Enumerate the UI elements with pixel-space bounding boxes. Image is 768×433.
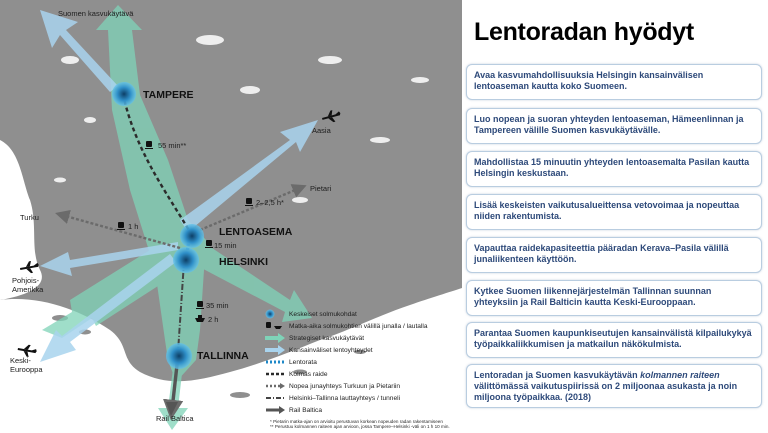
time-tampere: 55 min**	[158, 141, 187, 150]
node-tallinna	[166, 343, 192, 369]
node-lentoasema	[180, 224, 204, 248]
city-tallinna: TALLINNA	[197, 350, 249, 362]
label-turku: Turku	[20, 213, 39, 222]
airplane-icon-aasia	[321, 108, 342, 125]
city-helsinki: HELSINKI	[219, 256, 269, 268]
airport-rail-legend-icon	[264, 357, 286, 367]
train-icon-turku	[117, 222, 125, 230]
legend-item: Kansainväliset lentoyhteydet	[264, 345, 373, 355]
flight-legend-icon	[264, 345, 286, 355]
benefit-text: Mahdollistaa 15 minuutin yhteyden lentoasemalta Pasilan kautta Helsingin keskustaan.	[474, 157, 750, 178]
rail-baltica-legend-icon	[264, 405, 286, 415]
legend-item: Kolmas raide	[264, 369, 327, 379]
map-footnotes	[270, 419, 450, 430]
time-tallinna-rail: 35 min	[206, 301, 229, 310]
benefit-text: Kytkee Suomen liikennejärjestelmän Tallinnan suunnan yhteyksiin ja Rail Balticin kautta Keski-Eurooppaan.	[474, 286, 712, 307]
footnote-1: * Pietarin matka-ajan on arvioitu perustuvan korkean nopeuden radan rakentamiseen	[270, 419, 443, 424]
city-tampere: TAMPERE	[143, 89, 194, 101]
legend-item: Nopea junayhteys Turkuun ja Pietariin	[264, 381, 400, 391]
benefit-text-emphasis: kolmannen raiteen	[640, 370, 720, 380]
label-aasia: Aasia	[312, 126, 331, 135]
time-lentoasema: 15 min	[214, 241, 237, 250]
benefit-box	[466, 280, 762, 316]
benefit-box	[466, 322, 762, 358]
node-tampere	[112, 82, 136, 106]
benefit-text-part1: Lentoradan ja Suomen kasvukäytävän	[474, 370, 641, 380]
benefit-box	[466, 64, 762, 100]
benefit-text: Vapauttaa raidekapasiteettia pääradan Kerava–Pasila välillä junaliikenteen käyttöön.	[474, 243, 729, 264]
benefit-text: Avaa kasvumahdollisuuksia Helsingin kansainvälisen lentoaseman kautta koko Suomeen.	[474, 70, 704, 91]
label-keski-eurooppa-2: Eurooppa	[10, 365, 43, 374]
label-pohjois-amerikka-2: Amerikka	[12, 285, 44, 294]
train-ferry-legend-icon	[264, 321, 286, 331]
node-legend-icon	[264, 309, 286, 319]
train-icon-pietari	[245, 198, 253, 206]
legend-item: Strategiset kasvukäytävät	[264, 333, 364, 343]
time-pietari: 2–2,5 h*	[256, 198, 284, 207]
label-kasvukaytava: Suomen kasvukäytävä	[58, 9, 134, 18]
benefit-text-part2: välittömässä vaikutuspiirissä on 2 miljoonaa asukasta ja noin miljoona työpaikkaa. (2018)	[474, 381, 738, 402]
benefit-box	[466, 151, 762, 187]
fast-rail-legend-icon	[264, 381, 286, 391]
benefit-box	[466, 364, 762, 408]
growth-corridor-legend-icon	[264, 333, 286, 343]
third-track-legend-icon	[264, 369, 286, 379]
label-keski-eurooppa-1: Keski-	[10, 356, 31, 365]
legend-item: Helsinki–Tallinna lauttayhteys / tunneli	[264, 393, 400, 403]
time-tallinna-ferry: 2 h	[208, 315, 219, 324]
label-rail-baltica: Rail Baltica	[156, 414, 194, 423]
legend-item: Keskeiset solmukohdat	[264, 309, 357, 319]
benefit-text: Lisää keskeisten vaikutusalueittensa vetovoimaa ja nopeuttaa niiden rakentumista.	[474, 200, 740, 221]
city-lentoasema: LENTOASEMA	[219, 226, 293, 238]
benefit-text: Luo nopean ja suoran yhteyden lentoaseman, Hämeenlinnan ja Tampereen välille Suomen kasvukäytävälle.	[474, 114, 744, 135]
ferry-tunnel-legend-icon	[264, 393, 286, 403]
label-pietari: Pietari	[310, 184, 332, 193]
label-pohjois-amerikka-1: Pohjois-	[12, 276, 40, 285]
footnote-2: ** Perustuu kolmannen raiteen ajan arvioon, jossa Tampere–Helsinki -väli on 1 h 10 min.	[270, 424, 450, 430]
benefit-text: Parantaa Suomen kaupunkiseutujen kansainvälistä kilpailukykyä työpaikkaliikkumisen ja matkailun näkökulmista.	[474, 328, 752, 349]
legend-item: Rail Baltica	[264, 405, 322, 415]
benefit-box	[466, 237, 762, 273]
benefit-box	[466, 108, 762, 144]
page-title: Lentoradan hyödyt	[474, 18, 694, 46]
legend-item: Lentorata	[264, 357, 317, 367]
time-turku: 1 h	[128, 222, 139, 231]
node-helsinki	[173, 247, 199, 273]
legend-item: Matka-aika solmukohtien välillä junalla / lautalla	[264, 321, 428, 331]
benefit-box	[466, 194, 762, 230]
